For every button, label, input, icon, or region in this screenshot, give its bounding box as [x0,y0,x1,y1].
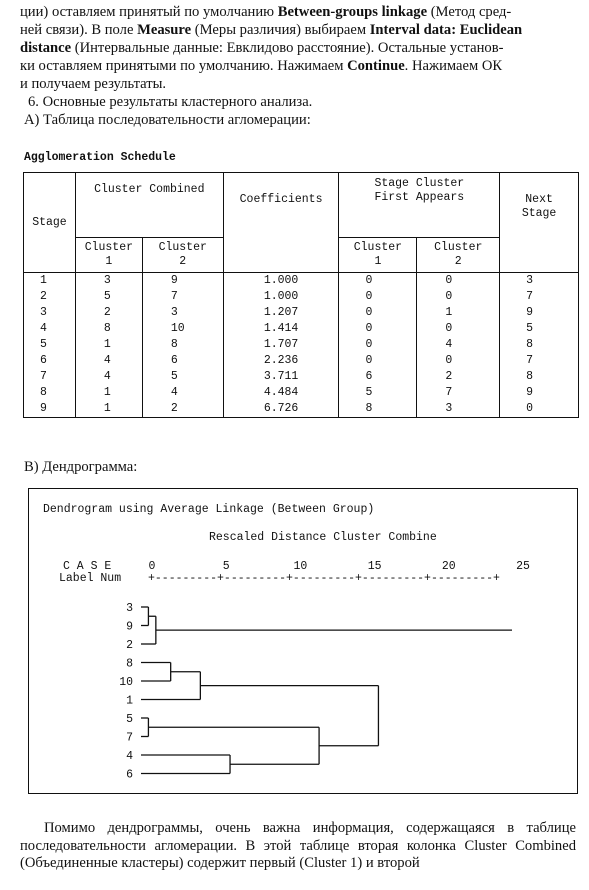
table-cell: 0 [339,289,417,305]
table-cell: 1.207 [223,305,339,321]
table-cell: 0 [417,289,500,305]
header-next: Next [525,193,553,206]
table-row [24,273,579,290]
case-number: 6 [126,768,133,782]
header-cc-cluster-2 [142,238,223,273]
table-cell: 6 [142,353,223,369]
scale-tick-label: 25 [516,560,530,573]
table-cell: 7 [417,385,500,401]
table-row [24,385,579,401]
intro-line-3: distance (Интервальные данные: Евклидово расстояние). Остальные установ- [20,40,504,56]
table-cell: 1 [75,337,142,353]
table-cell: 2.236 [223,353,339,369]
table-cell: 6.726 [223,401,339,418]
scale-tick-label: 5 [222,560,230,573]
header-coefficients: Coefficients [223,173,339,273]
table-cell: 4 [75,369,142,385]
table-cell: 7 [500,289,579,305]
table-body [24,273,579,418]
table-row [24,353,579,369]
table-cell: 8 [142,337,223,353]
table-cell: 1.414 [223,321,339,337]
table-cell: 9 [142,273,223,290]
case-number: 9 [126,620,133,634]
header-first-appears: First Appears [374,191,465,204]
table-cell: 8 [500,337,579,353]
case-label: C A S E [63,560,112,573]
table-cell: 2 [24,289,76,305]
outro-paragraph: Помимо дендрограммы, очень важна информация, содержащаяся в таблице последовательности агломерации. В этой таблице вторая колонка Cluster Combined (Объединенные кластеры) содержит первый (Cluster 1) и второй [20,820,576,872]
label-cluster: Cluster [353,241,403,254]
table-cell: 3 [500,273,579,290]
table-cell: 3 [142,305,223,321]
label-1: 1 [105,255,113,268]
label-cluster: Cluster [84,241,134,254]
scale-tick-label: 20 [441,560,456,573]
item-b: В) Дендрограмма: [24,459,138,475]
scale-tick-label: 10 [293,560,308,573]
table-row [24,305,579,321]
table-cell: 0 [339,273,417,290]
table-cell: 4 [142,385,223,401]
table-row [24,401,579,418]
table-cell: 8 [339,401,417,418]
case-number: 7 [126,731,133,745]
table-cell: 4 [417,337,500,353]
header-sc-cluster-2 [417,238,500,273]
table-cell: 0 [339,321,417,337]
header-cluster-combined: Cluster Combined [75,173,223,238]
table-cell: 0 [500,401,579,418]
scale-rule: +---------+---------+---------+---------+---------+ [148,572,500,585]
table-cell: 7 [142,289,223,305]
intro-line-5: и получаем результаты. [20,76,167,92]
label-2: 2 [179,255,187,268]
dendrogram-chart [29,489,579,795]
scale-tick-label: 0 [148,560,156,573]
dendrogram-title: Dendrogram using Average Linkage (Between Group) [43,503,375,516]
table-cell: 2 [75,305,142,321]
header-next-stage-label: Stage [521,207,557,220]
table-cell: 0 [339,353,417,369]
case-number: 10 [119,676,133,689]
table-cell: 0 [417,273,500,290]
intro-line-4: ки оставляем принятыми по умолчанию. Нажимаем Continue. Нажимаем ОК [20,58,503,74]
table-cell: 5 [339,385,417,401]
table-cell: 3 [24,305,76,321]
label-cluster: Cluster [434,241,483,254]
table-cell: 3.711 [223,369,339,385]
table-cell: 8 [500,369,579,385]
table-cell: 0 [339,337,417,353]
table-cell: 4 [75,353,142,369]
table-cell: 8 [75,321,142,337]
table-cell: 5 [24,337,76,353]
case-number: 4 [126,750,133,763]
header-cc-cluster-1 [75,238,142,273]
table-cell: 0 [417,353,500,369]
table-cell: 3 [75,273,142,290]
table-row [24,289,579,305]
table-cell: 1.707 [223,337,339,353]
table-cell: 5 [142,369,223,385]
table-cell: 1 [417,305,500,321]
dendrogram-panel [28,488,578,794]
table-cell: 1.000 [223,289,339,305]
table-cell: 1 [75,385,142,401]
item-6: 6. Основные результаты кластерного анализа. [28,94,313,110]
table-cell: 10 [142,321,223,337]
case-number: 8 [126,657,133,671]
table-cell: 6 [339,369,417,385]
table-cell: 1.000 [223,273,339,290]
case-number: 3 [126,602,133,615]
table-cell: 2 [417,369,500,385]
case-number: 2 [126,639,133,652]
table-cell: 2 [142,401,223,418]
table-cell: 0 [339,305,417,321]
header-next-stage [500,173,579,273]
case-number: 1 [126,694,133,708]
table-cell: 6 [24,353,76,369]
header-sc-cluster-1 [339,238,417,273]
label-2: 2 [454,255,462,268]
table-cell: 7 [24,369,76,385]
table-cell: 1 [24,273,76,290]
table-cell: 9 [500,305,579,321]
table-cell: 8 [24,385,76,401]
table-row [24,337,579,353]
intro-line-1: ции) оставляем принятый по умолчанию Between-groups linkage (Метод сред- [20,4,512,20]
table-cell: 1 [75,401,142,418]
label-cluster: Cluster [158,241,207,254]
table-cell: 5 [500,321,579,337]
intro-line-2: ней связи). В поле Measure (Меры различия) выбираем Interval data: Euclidean [20,22,523,38]
header-stage-cluster-first-appears [339,173,500,238]
table-cell: 9 [24,401,76,418]
table-cell: 4 [24,321,76,337]
table-cell: 0 [417,321,500,337]
table-cell: 4.484 [223,385,339,401]
table-cell: 7 [500,353,579,369]
table-title: Agglomeration Schedule [24,151,176,164]
table-row [24,321,579,337]
table-cell: 9 [500,385,579,401]
item-a: А) Таблица последовательности агломерации: [24,112,311,128]
label-num-header: Label Num [59,572,122,585]
dendrogram-subtitle: Rescaled Distance Cluster Combine [209,531,437,544]
header-stage: Stage [24,173,76,273]
table-row [24,369,579,385]
table-cell: 5 [75,289,142,305]
header-stage-cluster: Stage Cluster [374,177,465,190]
agglomeration-table [23,172,579,418]
scale-tick-label: 15 [367,560,382,573]
case-number: 5 [126,713,133,726]
label-1: 1 [374,255,382,268]
table-cell: 3 [417,401,500,418]
